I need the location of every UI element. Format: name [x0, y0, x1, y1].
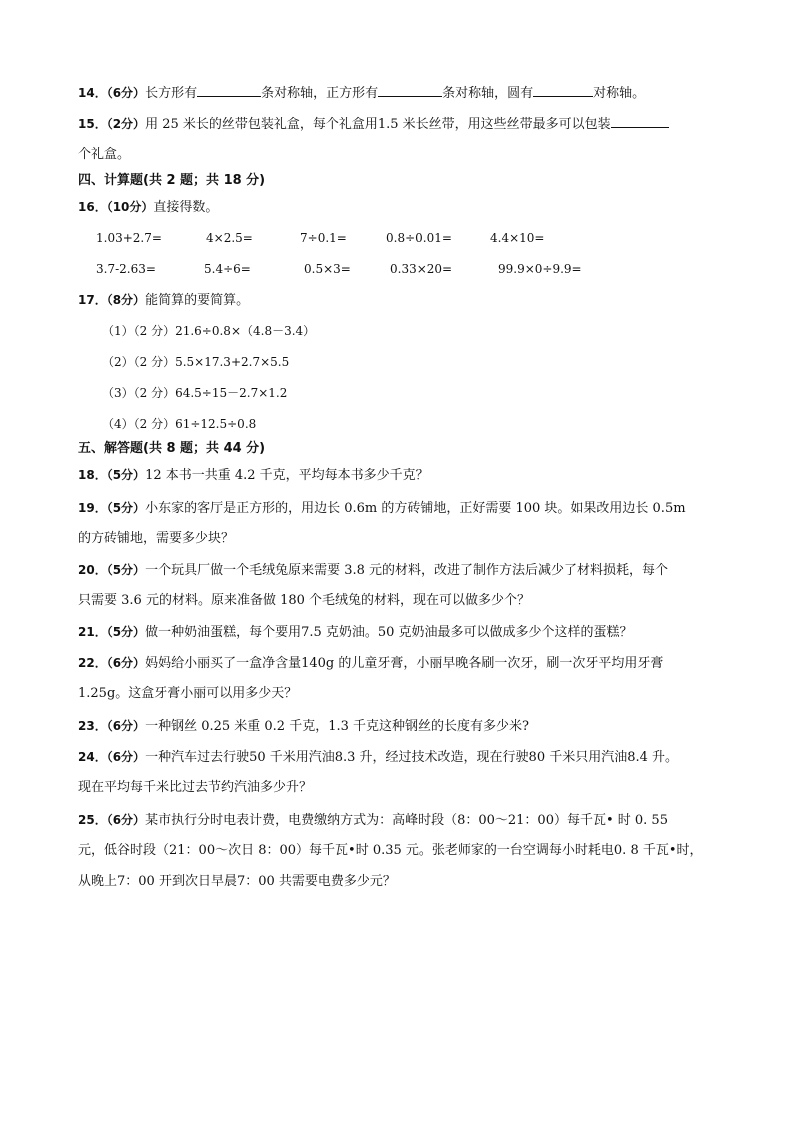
question-score: （6分）: [106, 750, 146, 764]
question-20: [78, 561, 668, 580]
question-text: 1.25g。这盒牙膏小丽可以用多少天？: [78, 686, 298, 701]
calc-item: 4×2.5=: [206, 231, 253, 245]
question-text: 妈妈给小丽买了一盒净含量140g 的儿童牙膏，小丽早晚各刷一次牙，刷一次牙平均用牙膏: [145, 656, 664, 671]
question-number: 20．: [78, 563, 107, 577]
question-score: （10分）: [106, 200, 154, 214]
question-number: 24．: [78, 750, 107, 764]
question-16: [78, 198, 218, 217]
question-text: 只需要 3.6 元的材料。原来准备做 180 个毛绒兔的材料，现在可以做多少个？: [78, 593, 531, 608]
question-text: 一种钢丝 0.25 米重 0.2 千克，1.3 千克这种钢丝的长度有多少米?: [145, 719, 529, 734]
question-number: 25．: [78, 813, 107, 827]
question-21: [78, 623, 633, 642]
question-text: 用 25 米长的丝带包装礼盒，每个礼盒用1.5 米长丝带，用这些丝带最多可以包装: [145, 117, 611, 132]
question-19: [78, 499, 686, 518]
answer-blank[interactable]: [611, 115, 669, 128]
question-text: 长方形有: [145, 86, 198, 101]
question-14: [78, 84, 645, 103]
sub-question: （4）（2 分）61÷12.5÷0.8: [102, 417, 257, 431]
calc-item: 0.5×3=: [304, 262, 351, 276]
question-text: 对称轴。: [593, 86, 646, 101]
question-text: 个礼盒。: [78, 147, 131, 162]
question-22: [78, 654, 663, 673]
sub-question: （1）（2 分）21.6÷0.8×（4.8－3.4）: [102, 324, 316, 338]
calc-item: 3.7-2.63=: [96, 262, 156, 276]
question-number: 17．: [78, 293, 107, 307]
question-text: 做一种奶油蛋糕，每个要用7.5 克奶油。50 克奶油最多可以做成多少个这样的蛋糕？: [145, 625, 633, 640]
question-text: 一种汽车过去行驶50 千米用汽油8.3 升，经过技术改造，现在行驶80 千米只用汽油8.4 升。: [145, 750, 679, 765]
question-number: 22．: [78, 656, 107, 670]
sub-question: （3）（2 分）64.5÷15－2.7×1.2: [102, 386, 288, 400]
question-text: 一个玩具厂做一个毛绒兔原来需要 3.8 元的材料，改进了制作方法后减少了材料损耗，每个: [145, 563, 669, 578]
question-number: 14．: [78, 86, 107, 100]
question-score: （6分）: [106, 656, 146, 670]
question-score: （5分）: [106, 563, 146, 577]
question-text: 的方砖铺地，需要多少块？: [78, 531, 235, 546]
question-score: （8分）: [106, 293, 146, 307]
question-text: 条对称轴，圆有: [442, 86, 534, 101]
question-number: 19．: [78, 501, 107, 515]
question-text: 从晚上7：00 开到次日早晨7：00 共需要电费多少元？: [78, 874, 396, 889]
question-score: （5分）: [106, 625, 146, 639]
question-score: （6分）: [106, 86, 146, 100]
calc-item: 0.8÷0.01=: [386, 231, 452, 245]
question-number: 16．: [78, 200, 107, 214]
answer-blank[interactable]: [197, 84, 261, 97]
question-text: 条对称轴，正方形有: [261, 86, 379, 101]
question-18: [78, 466, 429, 485]
question-score: （5分）: [106, 501, 146, 515]
question-score: （2分）: [106, 117, 146, 131]
question-score: （5分）: [106, 468, 146, 482]
question-text: 直接得数。: [153, 200, 219, 215]
calc-item: 7÷0.1=: [300, 231, 347, 245]
question-score: （6分）: [106, 813, 146, 827]
question-text: 某市执行分时电表计费，电费缴纳方式为：高峰时段（8：00～21：00）每千瓦• 时 0. 55: [145, 813, 668, 828]
question-text: 现在平均每千米比过去节约汽油多少升？: [78, 780, 313, 795]
calc-item: 5.4÷6=: [204, 262, 251, 276]
question-number: 15．: [78, 117, 107, 131]
question-score: （6分）: [106, 719, 146, 733]
question-22-continued: [78, 685, 297, 703]
question-text: 12 本书一共重 4.2 千克，平均每本书多少千克？: [145, 468, 429, 483]
question-25-continued: [78, 873, 396, 891]
question-17: [78, 291, 249, 310]
question-23: [78, 717, 529, 736]
section-heading-word-problems: 五、解答题(共 8 题；共 44 分): [78, 441, 266, 456]
question-19-continued: [78, 530, 234, 548]
question-number: 21．: [78, 625, 107, 639]
question-text: 元，低谷时段（21：00～次日 8：00）每千瓦•时 0.35 元。张老师家的一台空调每小时耗电0. 8 千瓦•时，: [78, 843, 703, 858]
question-20-continued: [78, 592, 530, 610]
calc-item: 99.9×0÷9.9=: [498, 262, 582, 276]
question-24: [78, 748, 678, 767]
question-text: 小东家的客厅是正方形的，用边长 0.6m 的方砖铺地，正好需要 100 块。如果改用边长 0.5m: [145, 501, 686, 516]
section-heading-calculation: 四、计算题(共 2 题；共 18 分): [78, 173, 266, 188]
sub-question: （2）（2 分）5.5×17.3+2.7×5.5: [102, 355, 290, 369]
question-24-continued: [78, 779, 312, 797]
question-15-continued: [78, 146, 130, 164]
calc-item: 0.33×20=: [390, 262, 453, 276]
question-number: 23．: [78, 719, 107, 733]
question-25: [78, 811, 668, 830]
question-number: 18．: [78, 468, 107, 482]
question-25-continued: [78, 842, 703, 860]
question-text: 能简算的要简算。: [145, 293, 250, 308]
answer-blank[interactable]: [533, 84, 593, 97]
calc-item: 1.03+2.7=: [96, 231, 162, 245]
answer-blank[interactable]: [378, 84, 442, 97]
calc-item: 4.4×10=: [490, 231, 545, 245]
question-15: [78, 115, 669, 134]
